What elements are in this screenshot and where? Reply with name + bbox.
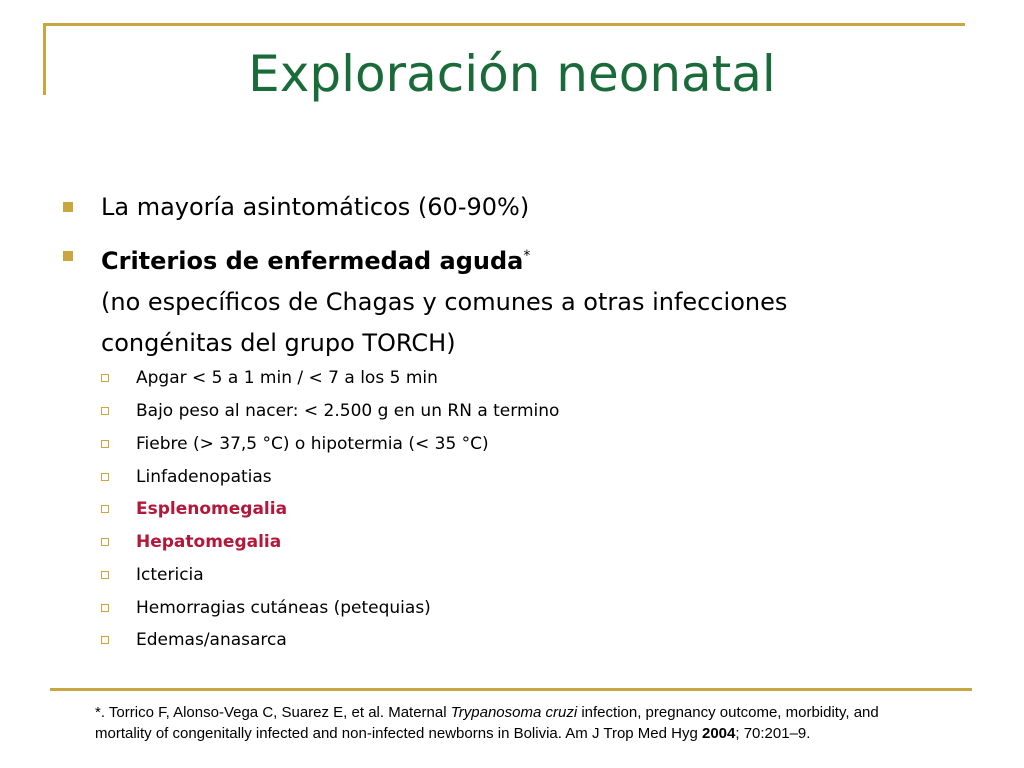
subitem-low-weight	[101, 400, 901, 422]
subitem-text: Linfadenopatias	[136, 467, 272, 487]
subitem-fever	[101, 433, 901, 455]
bullet-asymptomatic	[63, 187, 943, 228]
hollow-square-bullet-icon	[101, 440, 109, 448]
subitem-hemorrhages	[101, 597, 901, 619]
subitem-apgar	[101, 367, 901, 389]
footnote-divider	[50, 688, 972, 691]
slide-title: Exploración neonatal	[248, 45, 776, 103]
footnote-citation	[95, 702, 905, 744]
hollow-square-bullet-icon	[101, 374, 109, 382]
subitem-jaundice	[101, 564, 901, 586]
acute-criteria-heading: Criterios de enfermedad aguda	[101, 247, 524, 275]
square-bullet-icon	[63, 202, 73, 212]
acute-criteria-line2: (no específicos de Chagas y comunes a otras infecciones	[101, 288, 788, 316]
bullet-acute-criteria	[63, 236, 943, 364]
subitem-text: Hemorragias cutáneas (petequias)	[136, 598, 431, 618]
citation-middle: infection, pregnancy outcome, morbidity, and mortality of congenitally infected and non-infected newborns in Bolivia. Am J Trop Med Hyg	[95, 704, 879, 742]
bullet-text	[101, 236, 943, 364]
citation-year: 2004	[701, 725, 736, 742]
subitem-splenomegaly	[101, 498, 901, 520]
acute-criteria-line3: congénitas del grupo TORCH)	[101, 329, 456, 357]
hollow-square-bullet-icon	[101, 505, 109, 513]
subitem-text: Bajo peso al nacer: < 2.500 g en un RN a termino	[136, 401, 560, 421]
top-border-line	[43, 23, 965, 26]
subitem-lymphadenopathy	[101, 466, 901, 488]
citation-species: Trypanosoma cruzi	[450, 704, 578, 721]
bullet-text: La mayoría asintomáticos (60-90%)	[101, 193, 530, 221]
hollow-square-bullet-icon	[101, 538, 109, 546]
citation-suffix: ; 70:201–9.	[735, 725, 811, 742]
hollow-square-bullet-icon	[101, 473, 109, 481]
hollow-square-bullet-icon	[101, 407, 109, 415]
subitem-text-highlight: Esplenomegalia	[136, 499, 288, 519]
hollow-square-bullet-icon	[101, 571, 109, 579]
citation-prefix: *. Torrico F, Alonso-Vega C, Suarez E, et al. Maternal	[95, 704, 451, 721]
hollow-square-bullet-icon	[101, 636, 109, 644]
subitem-hepatomegaly	[101, 531, 901, 553]
hollow-square-bullet-icon	[101, 604, 109, 612]
footnote-marker: *	[523, 248, 531, 264]
subitem-text: Apgar < 5 a 1 min / < 7 a los 5 min	[136, 368, 438, 388]
subitem-text: Fiebre (> 37,5 °C) o hipotermia (< 35 °C)	[136, 434, 489, 454]
subitem-text: Ictericia	[136, 565, 204, 585]
subitem-text: Edemas/anasarca	[136, 630, 287, 650]
subitem-text-highlight: Hepatomegalia	[136, 532, 282, 552]
subitem-edema	[101, 629, 901, 651]
square-bullet-icon	[63, 251, 73, 261]
